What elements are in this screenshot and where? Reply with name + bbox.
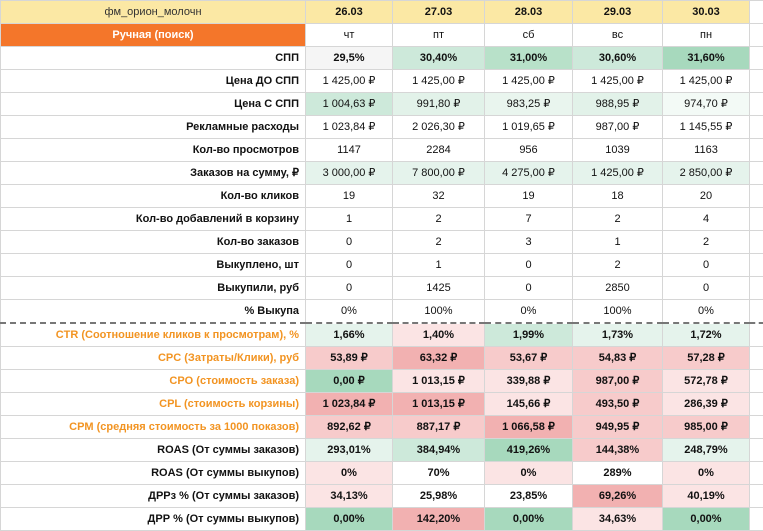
metric-value-cell[interactable]: 0 (663, 254, 750, 277)
metric-row (1, 370, 763, 393)
metric-value-cell[interactable]: 0 (306, 277, 393, 300)
section-label-cell[interactable]: Ручная (поиск) (1, 24, 306, 47)
metric-value-cell[interactable]: 0% (306, 462, 393, 485)
metric-value-cell[interactable]: 0 (485, 254, 573, 277)
metric-value-cell[interactable]: 1 004,63 ₽ (306, 93, 393, 116)
metric-row (1, 47, 763, 70)
metric-value-cell[interactable]: 2 (573, 208, 663, 231)
gap-cell (750, 231, 763, 254)
metric-row (1, 347, 763, 370)
metric-value-cell[interactable]: 1147 (306, 139, 393, 162)
weekday-cell[interactable]: вс (573, 24, 663, 47)
metric-value-cell[interactable]: 286,39 ₽ (663, 393, 750, 416)
metric-value-cell[interactable]: 0,00% (663, 508, 750, 531)
date-cell[interactable]: 26.03 (306, 1, 393, 24)
metric-value-cell[interactable]: 1,99% (485, 323, 573, 347)
metric-value-cell[interactable]: 1 013,15 ₽ (393, 370, 485, 393)
metric-row (1, 185, 763, 208)
metric-value-cell[interactable]: 0% (306, 300, 393, 324)
metric-value-cell[interactable]: 493,50 ₽ (573, 393, 663, 416)
metric-row (1, 254, 763, 277)
metric-value-cell[interactable]: 19 (306, 185, 393, 208)
metric-value-cell[interactable]: 974,70 ₽ (663, 93, 750, 116)
gap-cell (750, 370, 763, 393)
metric-value-cell[interactable]: 1163 (663, 139, 750, 162)
metric-value-cell[interactable]: 25,98% (393, 485, 485, 508)
metric-value-cell[interactable]: 2 026,30 ₽ (393, 116, 485, 139)
metric-label-cell[interactable]: CPM (средняя стоимость за 1000 показов) (1, 416, 306, 439)
metric-value-cell[interactable]: 1 013,15 ₽ (393, 393, 485, 416)
metric-label-cell[interactable]: Кол-во кликов (1, 185, 306, 208)
metric-value-cell[interactable]: 248,79% (663, 439, 750, 462)
metric-row (1, 139, 763, 162)
metric-value-cell[interactable]: 1 145,55 ₽ (663, 116, 750, 139)
metric-label-cell[interactable]: ДРР % (От суммы выкупов) (1, 508, 306, 531)
metric-value-cell[interactable]: 0% (485, 300, 573, 324)
metric-value-cell[interactable]: 0 (485, 277, 573, 300)
metric-row (1, 508, 763, 531)
metric-value-cell[interactable]: 54,83 ₽ (573, 347, 663, 370)
metric-value-cell[interactable]: 0% (663, 300, 750, 324)
metric-label-cell[interactable]: CPC (Затраты/Клики), руб (1, 347, 306, 370)
metric-value-cell[interactable]: 0,00% (306, 508, 393, 531)
metric-value-cell[interactable]: 1 425,00 ₽ (306, 70, 393, 93)
metric-value-cell[interactable]: 18 (573, 185, 663, 208)
metric-value-cell[interactable]: 53,89 ₽ (306, 347, 393, 370)
metric-value-cell[interactable]: 20 (663, 185, 750, 208)
metric-value-cell[interactable]: 339,88 ₽ (485, 370, 573, 393)
metric-label-cell[interactable]: CPL (стоимость корзины) (1, 393, 306, 416)
gap-cell (750, 208, 763, 231)
metric-label-cell[interactable]: CTR (Соотношение кликов к просмотрам), % (1, 323, 306, 347)
gap-cell (750, 116, 763, 139)
gap-cell (750, 462, 763, 485)
metric-value-cell[interactable]: 0% (485, 462, 573, 485)
metric-value-cell[interactable]: 31,00% (485, 47, 573, 70)
metric-value-cell[interactable]: 31,60% (663, 47, 750, 70)
metric-row (1, 70, 763, 93)
gap-cell (750, 347, 763, 370)
date-cell[interactable]: 27.03 (393, 1, 485, 24)
section-header-row (1, 24, 763, 47)
metric-label-cell[interactable]: Выкупили, руб (1, 277, 306, 300)
metric-value-cell[interactable]: 384,94% (393, 439, 485, 462)
gap-cell (750, 47, 763, 70)
gap-cell (750, 323, 763, 347)
metric-value-cell[interactable]: 1 425,00 ₽ (393, 70, 485, 93)
metric-label-cell[interactable]: % Выкупа (1, 300, 306, 324)
metric-value-cell[interactable]: 7 800,00 ₽ (393, 162, 485, 185)
date-header-row (1, 1, 763, 24)
metric-value-cell[interactable]: 0,00% (485, 508, 573, 531)
gap-cell (750, 300, 763, 324)
metric-value-cell[interactable]: 70% (393, 462, 485, 485)
metric-value-cell[interactable]: 2284 (393, 139, 485, 162)
metric-value-cell[interactable]: 1 425,00 ₽ (573, 162, 663, 185)
gap-cell (750, 1, 763, 24)
metric-value-cell[interactable]: 892,62 ₽ (306, 416, 393, 439)
metric-label-cell[interactable]: Цена С СПП (1, 93, 306, 116)
metric-value-cell[interactable]: 0 (663, 277, 750, 300)
metric-value-cell[interactable]: 1039 (573, 139, 663, 162)
metric-value-cell[interactable]: 34,63% (573, 508, 663, 531)
gap-cell (750, 93, 763, 116)
date-cell[interactable]: 29.03 (573, 1, 663, 24)
metric-value-cell[interactable]: 4 275,00 ₽ (485, 162, 573, 185)
metric-row (1, 393, 763, 416)
metric-row (1, 231, 763, 254)
metric-row (1, 162, 763, 185)
metric-value-cell[interactable]: 2850 (573, 277, 663, 300)
metric-label-cell[interactable]: Заказов на сумму, ₽ (1, 162, 306, 185)
metric-label-cell[interactable]: ROAS (От суммы заказов) (1, 439, 306, 462)
metric-value-cell[interactable]: 1 425,00 ₽ (573, 70, 663, 93)
metric-value-cell[interactable]: 1,40% (393, 323, 485, 347)
metric-value-cell[interactable]: 1 (306, 208, 393, 231)
metric-value-cell[interactable]: 293,01% (306, 439, 393, 462)
metric-value-cell[interactable]: 1,72% (663, 323, 750, 347)
date-cell[interactable]: 28.03 (485, 1, 573, 24)
metric-value-cell[interactable]: 983,25 ₽ (485, 93, 573, 116)
metric-value-cell[interactable]: 985,00 ₽ (663, 416, 750, 439)
metric-label-cell[interactable]: Выкуплено, шт (1, 254, 306, 277)
metric-value-cell[interactable]: 0% (663, 462, 750, 485)
metric-label-cell[interactable]: Цена ДО СПП (1, 70, 306, 93)
metric-label-cell[interactable]: ROAS (От суммы выкупов) (1, 462, 306, 485)
metric-value-cell[interactable]: 987,00 ₽ (573, 116, 663, 139)
weekday-cell[interactable]: чт (306, 24, 393, 47)
metric-value-cell[interactable]: 1 023,84 ₽ (306, 116, 393, 139)
metric-value-cell[interactable]: 30,40% (393, 47, 485, 70)
metric-label-cell[interactable]: Рекламные расходы (1, 116, 306, 139)
gap-cell (750, 485, 763, 508)
metric-row (1, 93, 763, 116)
metric-label-cell[interactable]: CPO (стоимость заказа) (1, 370, 306, 393)
metric-value-cell[interactable]: 142,20% (393, 508, 485, 531)
gap-cell (750, 24, 763, 47)
metric-value-cell[interactable]: 4 (663, 208, 750, 231)
metric-value-cell[interactable]: 2 (573, 254, 663, 277)
metric-value-cell[interactable]: 289% (573, 462, 663, 485)
metric-value-cell[interactable]: 1425 (393, 277, 485, 300)
metric-value-cell[interactable]: 145,66 ₽ (485, 393, 573, 416)
metric-value-cell[interactable]: 63,32 ₽ (393, 347, 485, 370)
metric-value-cell[interactable]: 3 (485, 231, 573, 254)
weekday-cell[interactable]: пт (393, 24, 485, 47)
metric-value-cell[interactable]: 3 000,00 ₽ (306, 162, 393, 185)
metric-row (1, 277, 763, 300)
metric-value-cell[interactable]: 69,26% (573, 485, 663, 508)
weekday-cell[interactable]: сб (485, 24, 573, 47)
metric-value-cell[interactable]: 100% (573, 300, 663, 324)
metric-value-cell[interactable]: 1 425,00 ₽ (663, 70, 750, 93)
metric-value-cell[interactable]: 1 (393, 254, 485, 277)
metric-label-cell[interactable]: Кол-во просмотров (1, 139, 306, 162)
metric-label-cell[interactable]: ДРРз % (От суммы заказов) (1, 485, 306, 508)
metric-value-cell[interactable]: 1,66% (306, 323, 393, 347)
metric-value-cell[interactable]: 29,5% (306, 47, 393, 70)
metric-value-cell[interactable]: 100% (393, 300, 485, 324)
metric-row (1, 208, 763, 231)
metric-row (1, 116, 763, 139)
metric-value-cell[interactable]: 30,60% (573, 47, 663, 70)
metric-value-cell[interactable]: 1,73% (573, 323, 663, 347)
metric-value-cell[interactable]: 57,28 ₽ (663, 347, 750, 370)
metric-value-cell[interactable]: 40,19% (663, 485, 750, 508)
metric-value-cell[interactable]: 887,17 ₽ (393, 416, 485, 439)
metric-row (1, 485, 763, 508)
metric-value-cell[interactable]: 0 (306, 231, 393, 254)
gap-cell (750, 185, 763, 208)
gap-cell (750, 139, 763, 162)
metric-value-cell[interactable]: 988,95 ₽ (573, 93, 663, 116)
metric-value-cell[interactable]: 2 (393, 231, 485, 254)
metric-label-cell[interactable]: Кол-во добавлений в корзину (1, 208, 306, 231)
metric-value-cell[interactable]: 1 (573, 231, 663, 254)
metric-value-cell[interactable]: 956 (485, 139, 573, 162)
metric-value-cell[interactable]: 991,80 ₽ (393, 93, 485, 116)
metric-row (1, 323, 763, 347)
corner-cell[interactable]: фм_орион_молочн (1, 1, 306, 24)
metric-value-cell[interactable]: 1 019,65 ₽ (485, 116, 573, 139)
gap-cell (750, 162, 763, 185)
metric-value-cell[interactable]: 19 (485, 185, 573, 208)
gap-cell (750, 70, 763, 93)
metric-value-cell[interactable]: 34,13% (306, 485, 393, 508)
metric-value-cell[interactable]: 1 066,58 ₽ (485, 416, 573, 439)
metric-value-cell[interactable]: 23,85% (485, 485, 573, 508)
metric-row (1, 416, 763, 439)
weekday-cell[interactable]: пн (663, 24, 750, 47)
metric-value-cell[interactable]: 0,00 ₽ (306, 370, 393, 393)
gap-cell (750, 416, 763, 439)
gap-cell (750, 254, 763, 277)
metric-row (1, 300, 763, 324)
metric-value-cell[interactable]: 32 (393, 185, 485, 208)
metric-row (1, 462, 763, 485)
metric-value-cell[interactable]: 1 023,84 ₽ (306, 393, 393, 416)
gap-cell (750, 277, 763, 300)
metric-value-cell[interactable]: 53,67 ₽ (485, 347, 573, 370)
metric-value-cell[interactable]: 2 850,00 ₽ (663, 162, 750, 185)
metric-value-cell[interactable]: 1 425,00 ₽ (485, 70, 573, 93)
metric-value-cell[interactable]: 144,38% (573, 439, 663, 462)
metric-value-cell[interactable]: 2 (663, 231, 750, 254)
metric-label-cell[interactable]: Кол-во заказов (1, 231, 306, 254)
metric-value-cell[interactable]: 987,00 ₽ (573, 370, 663, 393)
metric-value-cell[interactable]: 0 (306, 254, 393, 277)
metric-label-cell[interactable]: СПП (1, 47, 306, 70)
metric-value-cell[interactable]: 2 (393, 208, 485, 231)
date-cell[interactable]: 30.03 (663, 1, 750, 24)
metric-value-cell[interactable]: 949,95 ₽ (573, 416, 663, 439)
metric-value-cell[interactable]: 7 (485, 208, 573, 231)
metric-value-cell[interactable]: 419,26% (485, 439, 573, 462)
gap-cell (750, 393, 763, 416)
gap-cell (750, 508, 763, 531)
metric-value-cell[interactable]: 572,78 ₽ (663, 370, 750, 393)
